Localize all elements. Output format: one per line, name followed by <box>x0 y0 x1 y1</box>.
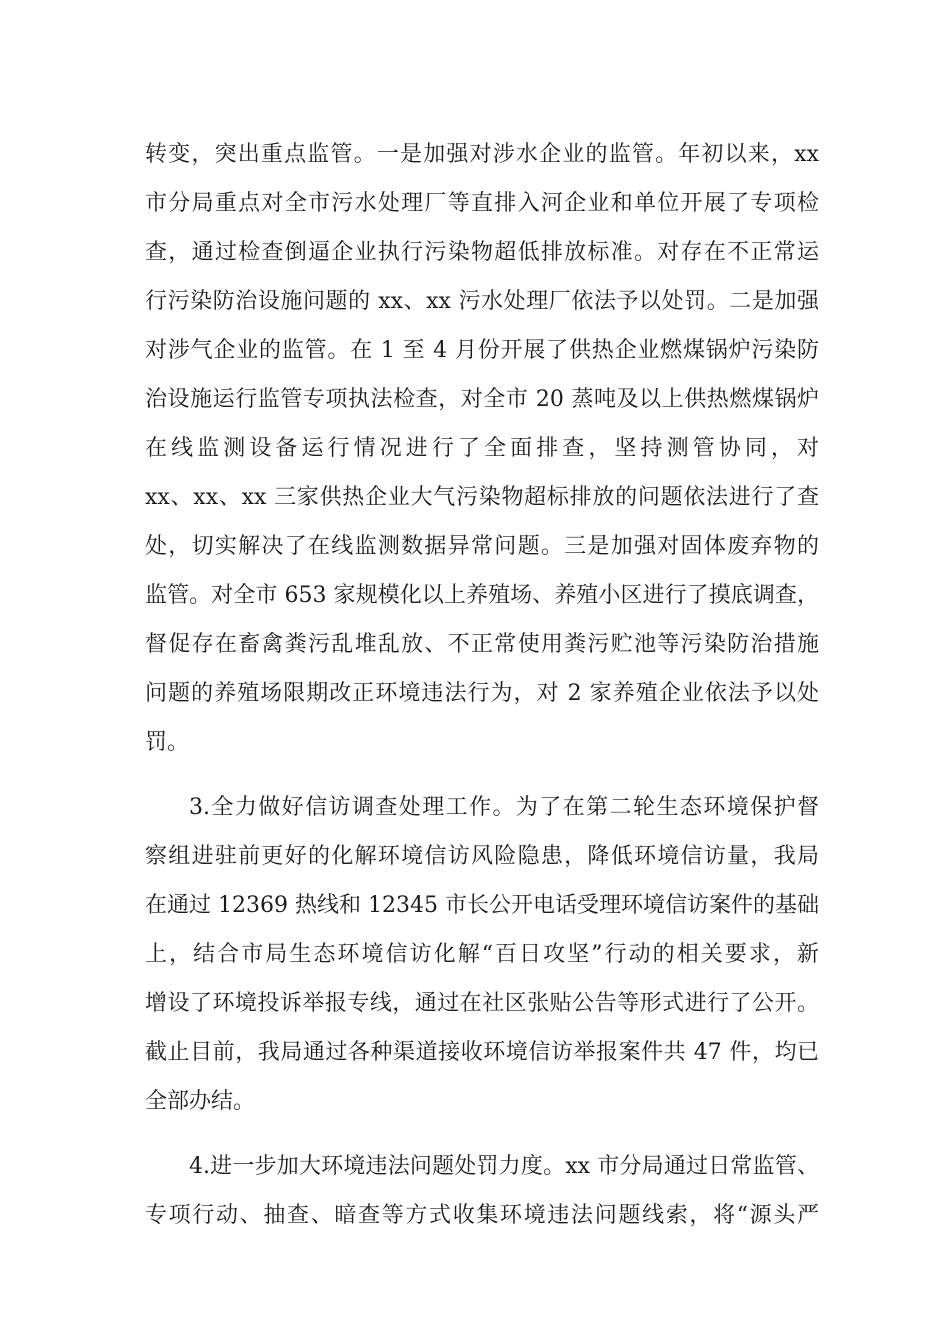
paragraph-supervision <box>145 130 819 767</box>
text-line: 处，切实解决了在线监测数据异常问题。三是加强对固体废弃物的 <box>145 534 819 559</box>
paragraph-petition <box>145 783 819 1126</box>
text-line: 对涉气企业的监管。在 1 至 4 月份开展了供热企业燃煤锅炉污染防 <box>145 338 819 363</box>
paragraph-spacer <box>145 767 819 783</box>
text-line: 问题的养殖场限期改正环境违法行为，对 2 家养殖企业依法予以处 <box>145 681 819 706</box>
text-line: 增设了环境投诉举报专线，通过在社区张贴公告等形式进行了公开。 <box>145 991 819 1016</box>
text-line: 3.全力做好信访调查处理工作。为了在第二轮生态环境保护督 <box>189 795 819 820</box>
document-body <box>145 130 819 1240</box>
text-line: 4.进一步加大环境违法问题处罚力度。xx 市分局通过日常监管、 <box>189 1154 819 1179</box>
text-line: 督促存在畜禽粪污乱堆乱放、不正常使用粪污贮池等污染防治措施 <box>145 632 819 657</box>
text-line: 专项行动、抽查、暗查等方式收集环境违法问题线索，将“源头严 <box>145 1203 819 1228</box>
paragraph-spacer <box>145 1126 819 1142</box>
text-line: xx、xx、xx 三家供热企业大气污染物超标排放的问题依法进行了查 <box>145 485 819 510</box>
text-line: 查，通过检查倒逼企业执行污染物超低排放标准。对存在不正常运 <box>145 240 819 265</box>
text-line: 市分局重点对全市污水处理厂等直排入河企业和单位开展了专项检 <box>145 191 819 216</box>
text-line: 转变，突出重点监管。一是加强对涉水企业的监管。年初以来，xx <box>145 142 819 167</box>
text-line: 治设施运行监管专项执法检查，对全市 20 蒸吨及以上供热燃煤锅炉 <box>145 387 819 412</box>
text-line: 在线监测设备运行情况进行了全面排查，坚持测管协同，对 <box>145 436 819 461</box>
text-line: 罚。 <box>145 730 190 755</box>
text-line: 截止目前，我局通过各种渠道接收环境信访举报案件共 47 件，均已 <box>145 1040 819 1065</box>
text-line: 行污染防治设施问题的 xx、xx 污水处理厂依法予以处罚。二是加强 <box>145 289 819 314</box>
text-line: 察组进驻前更好的化解环境信访风险隐患，降低环境信访量，我局 <box>145 844 819 869</box>
paragraph-penalty <box>145 1142 819 1240</box>
text-line: 监管。对全市 653 家规模化以上养殖场、养殖小区进行了摸底调查， <box>145 583 819 608</box>
text-line: 上，结合市局生态环境信访化解“百日攻坚”行动的相关要求，新 <box>145 942 819 967</box>
text-line: 全部办结。 <box>145 1089 256 1114</box>
text-line: 在通过 12369 热线和 12345 市长公开电话受理环境信访案件的基础 <box>145 893 819 918</box>
